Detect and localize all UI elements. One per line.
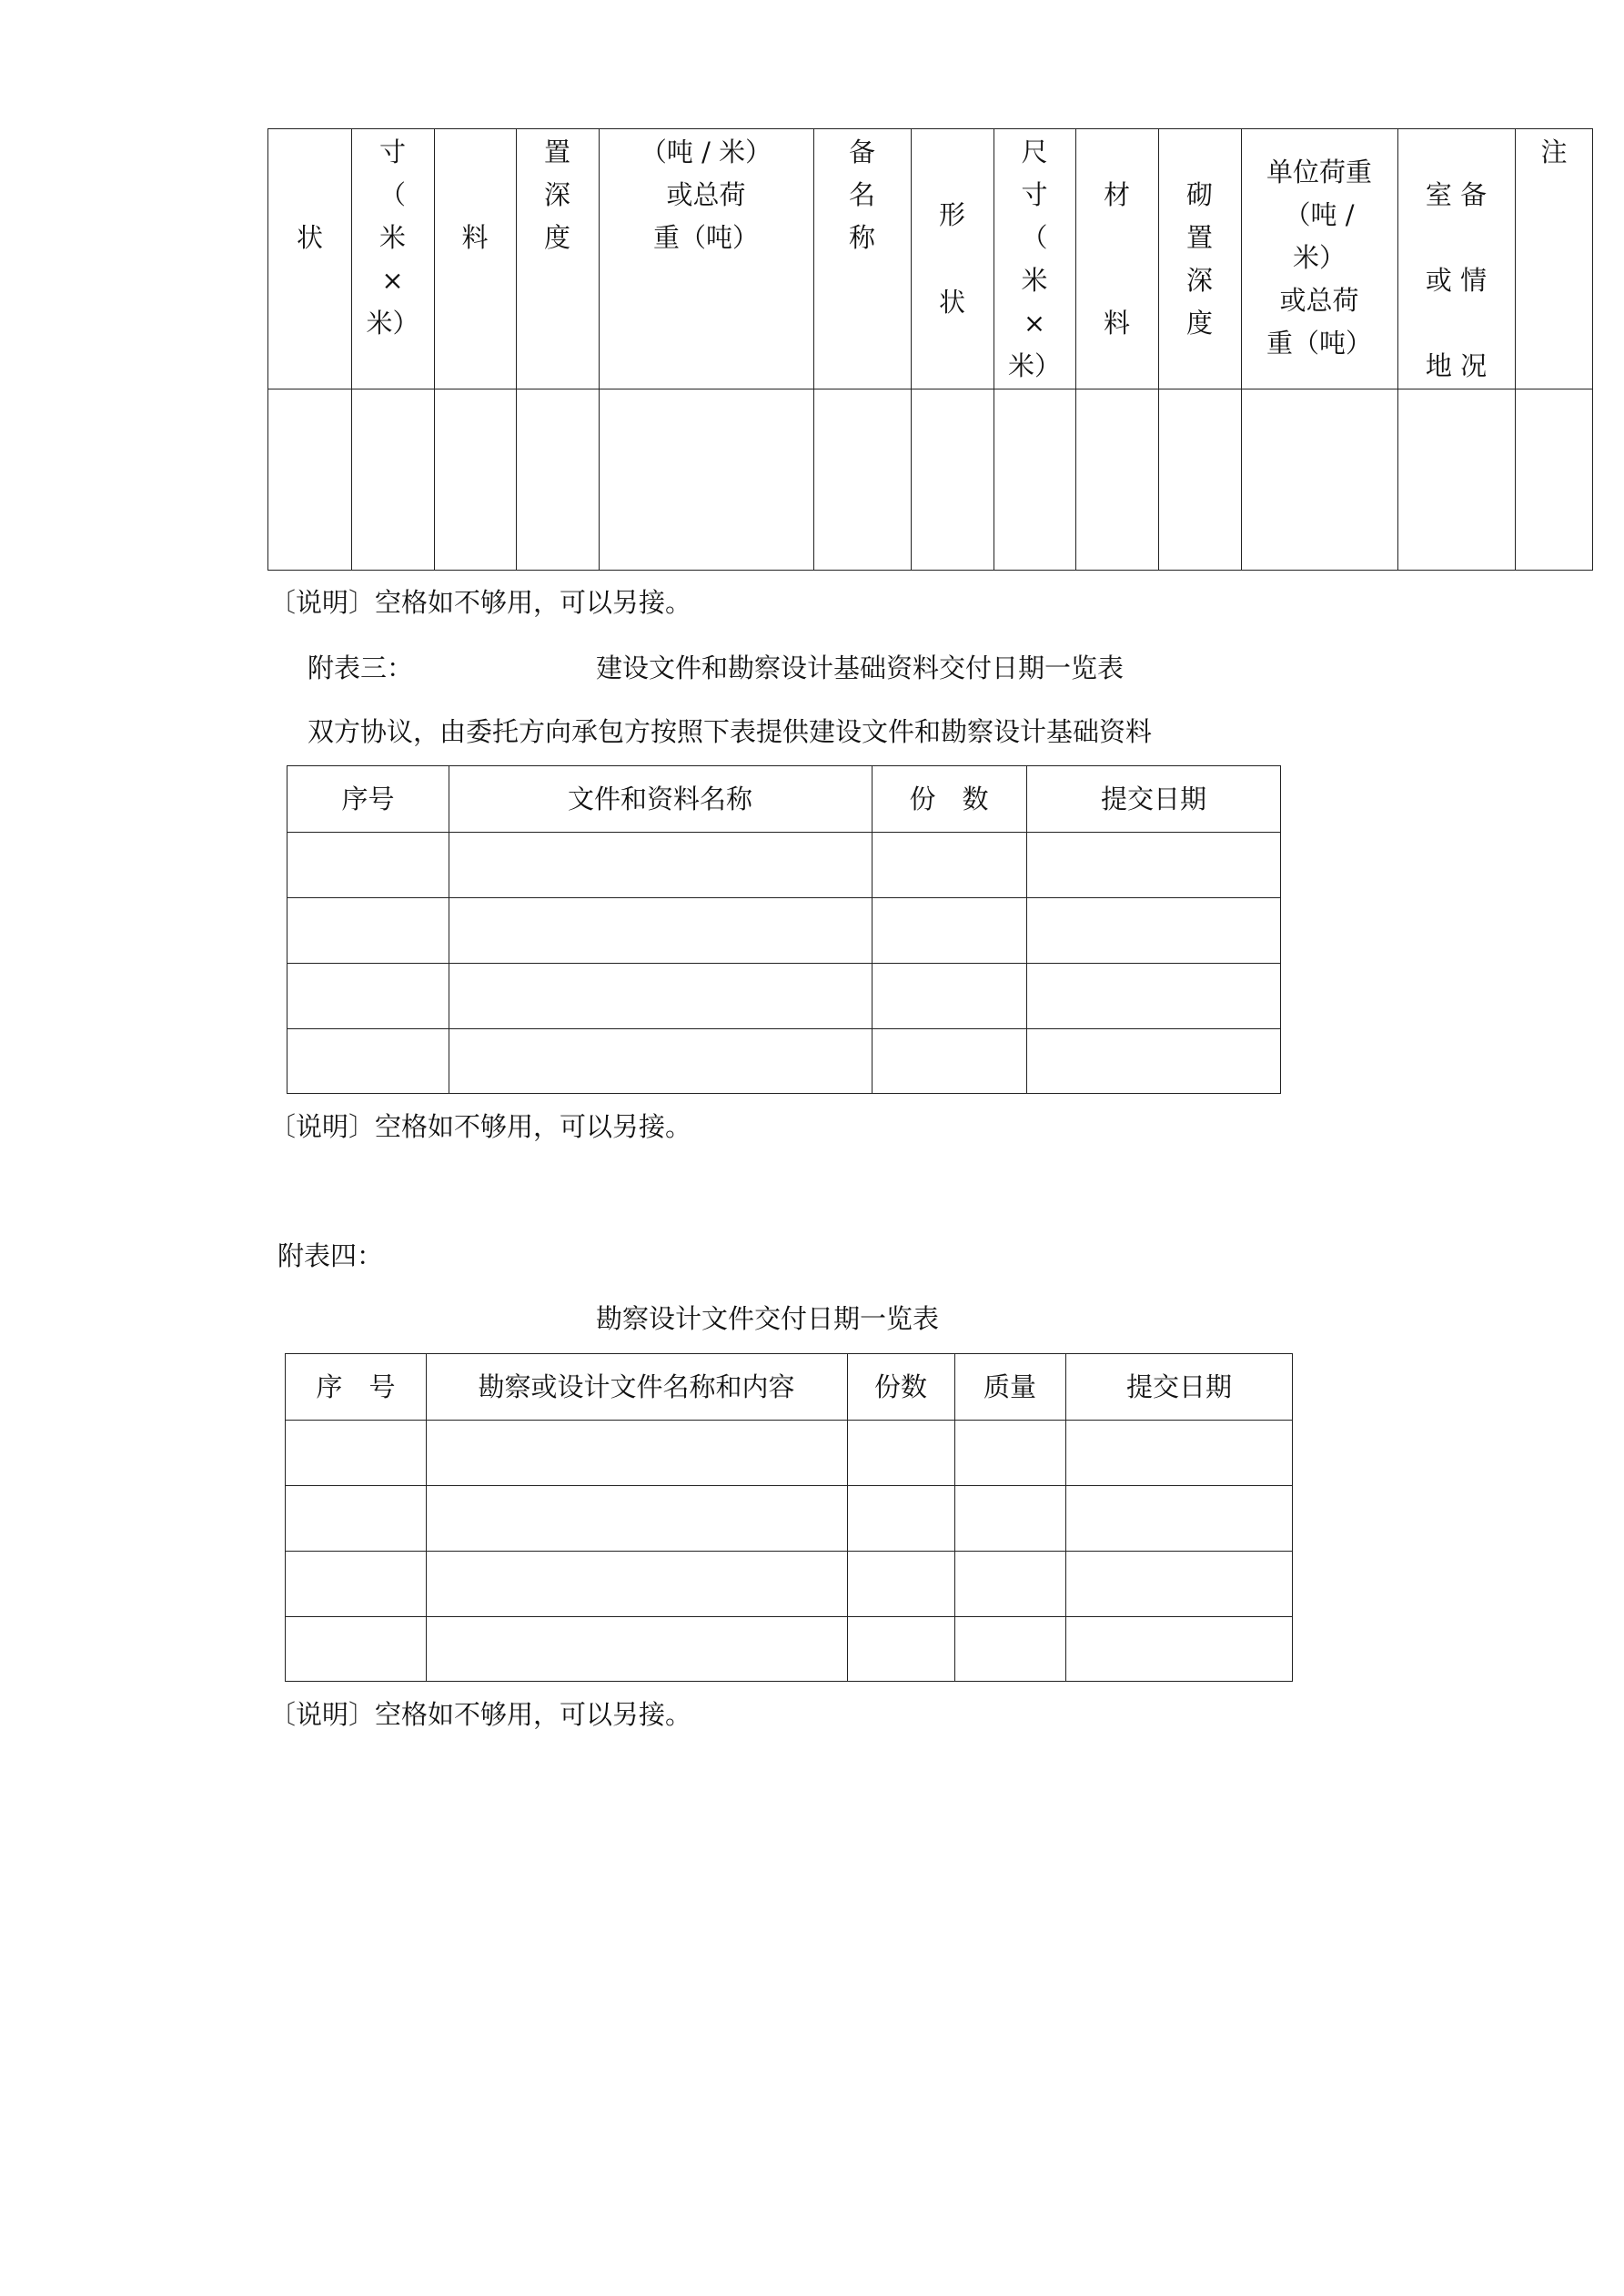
header-cell-line: 注: [1540, 137, 1568, 167]
header-submit-date: 提交日期: [1100, 784, 1206, 814]
header-cell-line: ×: [381, 265, 404, 296]
header-cell-line: 度: [543, 222, 570, 253]
header-cell-line: （吨 /: [1284, 199, 1355, 230]
header-cell-line: 料: [461, 222, 489, 253]
row-divider: [287, 832, 1280, 833]
header-cell: [351, 129, 434, 345]
appendix-4-label: 附表四：: [277, 1240, 384, 1271]
row-divider: [287, 897, 1280, 898]
appendix-3-intro: 双方协议，由委托方向承包方按照下表提供建设文件和勘察设计基础资料: [308, 716, 1153, 747]
header-cell-line: （: [378, 179, 406, 210]
header-cell-line: 砌: [1185, 179, 1213, 210]
table-3-note: 〔说明〕空格如不够用，可以另接。: [269, 1699, 692, 1730]
header-cell-line: 度: [1185, 308, 1213, 339]
header-cell-line: 地 况: [1425, 350, 1488, 381]
table-3: [285, 1353, 1293, 1682]
appendix-3-title: 建设文件和勘察设计基础资料交付日期一览表: [596, 652, 1125, 683]
header-cell: [434, 129, 516, 259]
header-cell-line: 重（吨）: [1266, 328, 1372, 359]
header-cell-line: 或总荷: [1279, 285, 1359, 316]
header-cell-line: [434, 174, 516, 217]
header-cell-line: 形: [938, 199, 965, 230]
header-cell-line: 备: [848, 137, 875, 167]
table-2: [287, 765, 1281, 1094]
header-copies: 份数: [873, 1371, 927, 1402]
header-cell-line: 或 情: [1425, 265, 1488, 296]
header-cell: [1397, 129, 1515, 409]
header-cell: [1158, 129, 1241, 345]
header-cell-line: [268, 131, 351, 174]
header-cell-line: 置: [1185, 222, 1213, 253]
header-cell: [1515, 129, 1593, 174]
header-cell-line: 米）: [1292, 242, 1346, 273]
header-cell-line: （: [1021, 222, 1048, 253]
header-serial: 序号: [341, 784, 395, 814]
row-divider: [286, 1485, 1292, 1486]
header-cell-line: 料: [1103, 308, 1130, 339]
header-cell-line: 状: [938, 287, 965, 318]
header-copies: 份 数: [909, 784, 989, 814]
header-cell: [268, 129, 351, 259]
header-cell-line: 米）: [1007, 350, 1061, 381]
header-cell-line: 或总荷: [666, 179, 746, 210]
header-cell-line: 单位荷重: [1266, 157, 1372, 187]
header-cell-line: 米: [1021, 265, 1048, 296]
row-divider: [286, 1616, 1292, 1617]
header-cell-line: 寸: [378, 137, 406, 167]
row-divider: [287, 1028, 1280, 1029]
header-cell-line: 重（吨）: [652, 222, 759, 253]
header-cell: [1241, 129, 1397, 365]
header-cell-line: 室 备: [1425, 179, 1488, 210]
header-cell-line: 称: [848, 222, 875, 253]
header-cell-line: 寸: [1021, 179, 1048, 210]
header-cell: [516, 129, 599, 259]
header-cell-line: 深: [1185, 265, 1213, 296]
appendix-3-label: 附表三：: [308, 652, 414, 683]
header-cell-line: 尺: [1021, 137, 1048, 167]
header-cell: [911, 129, 994, 346]
header-file-name-content: 勘察或设计文件名称和内容: [478, 1371, 795, 1402]
header-cell-line: 状: [296, 222, 323, 253]
header-cell: [813, 129, 911, 259]
header-cell: [1075, 129, 1158, 388]
appendix-4-title: 勘察设计文件交付日期一览表: [596, 1303, 940, 1334]
header-cell-line: [434, 131, 516, 174]
table-2-note: 〔说明〕空格如不够用，可以另接。: [269, 1111, 692, 1142]
header-cell-line: 置: [543, 137, 570, 167]
header-cell-line: [268, 174, 351, 217]
header-submit-date: 提交日期: [1125, 1371, 1232, 1402]
header-cell: [599, 129, 813, 259]
row-divider: [286, 1420, 1292, 1421]
header-cell-line: 米: [378, 222, 406, 253]
table-1: [267, 128, 1593, 571]
table-1-note: 〔说明〕空格如不够用，可以另接。: [269, 587, 692, 618]
header-cell-line: （吨 / 米）: [640, 137, 772, 167]
header-quality: 质量: [983, 1371, 1036, 1402]
header-cell-line: 材: [1103, 179, 1130, 210]
header-cell-line: 深: [543, 179, 570, 210]
header-cell-line: 米）: [366, 308, 419, 339]
row-divider: [287, 963, 1280, 964]
header-cell-line: ×: [1023, 308, 1046, 339]
header-serial: 序 号: [316, 1371, 396, 1402]
header-document-name: 文件和资料名称: [567, 784, 752, 814]
row-divider: [286, 1551, 1292, 1552]
column-divider: [1515, 129, 1516, 570]
header-cell: [994, 129, 1075, 388]
header-cell-line: 名: [848, 179, 875, 210]
